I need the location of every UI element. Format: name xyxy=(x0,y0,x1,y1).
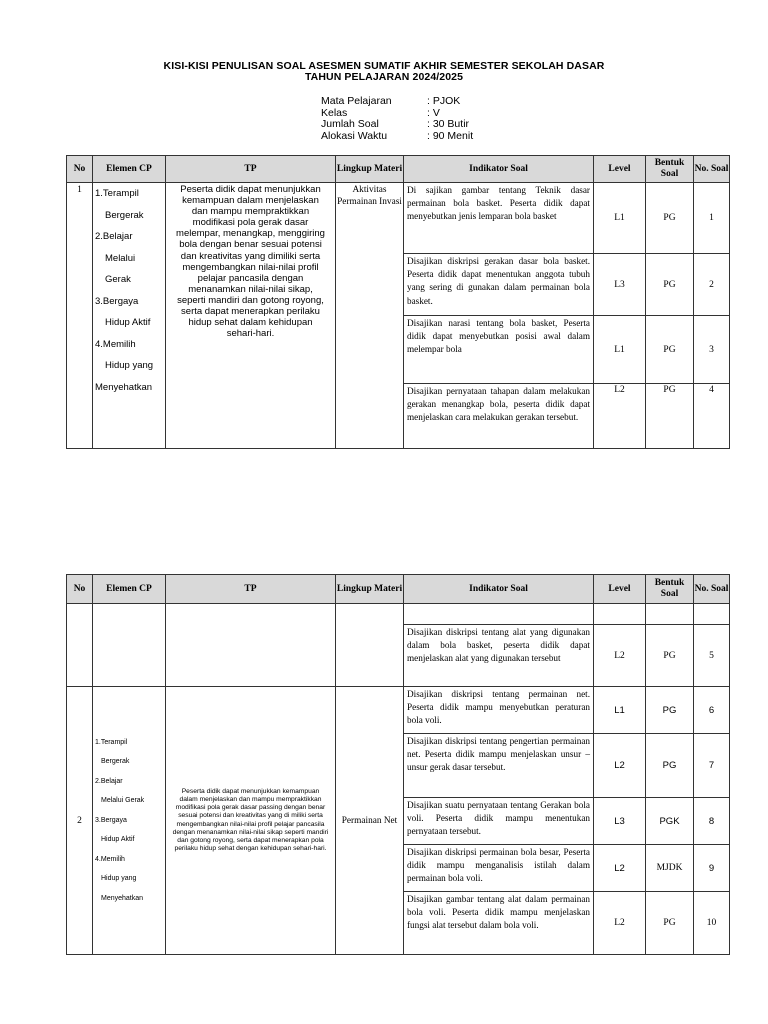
elemen-item: Menyehatkan xyxy=(101,894,144,902)
empty-cell xyxy=(67,604,93,687)
nosoal-cell: 5 xyxy=(694,625,730,687)
meta-row-question-count: Jumlah Soal : 30 Butir xyxy=(321,118,470,131)
elemen-item: Bergerak xyxy=(101,758,130,766)
col-header-level: Level xyxy=(594,575,646,604)
indikator-cell: Di sajikan gambar tentang Teknik dasar permainan bola basket. Peserta didik dapat menyebutkan jenis lemparan bola basket xyxy=(404,183,594,254)
empty-cell xyxy=(594,604,646,625)
col-header-lingkup: Lingkup Materi xyxy=(336,156,404,183)
elemen-item: 1.Terampil xyxy=(95,188,139,199)
col-header-lingkup: Lingkup Materi xyxy=(336,575,404,604)
bentuk-cell: MJDK xyxy=(646,845,694,892)
indikator-cell: Disajikan suatu pernyataan tentang Gerakan bola voli. Peserta didik mampu menentukan pernyataan tersebut. xyxy=(404,798,594,845)
bentuk-cell: PG xyxy=(646,734,694,798)
table-header-row xyxy=(67,575,730,604)
elemen-item: Melalui xyxy=(105,252,136,264)
level-cell: L2 xyxy=(594,734,646,798)
elemen-item: Hidup Aktif xyxy=(101,836,135,844)
elemen-item: Hidup Aktif xyxy=(105,317,151,328)
nosoal-cell: 10 xyxy=(694,892,730,955)
elemen-item: Hidup yang xyxy=(101,875,137,883)
indikator-cell: Disajikan diskripsi permainan bola besar, Peserta didik mampu menganalisis istilah dalam permainan bola voli. xyxy=(404,845,594,892)
indikator-cell: Disajikan pernyataan tahapan dalam melakukan gerakan menangkap bola, peserta didik dapat menjelaskan cara melakukan gerakan tersebut. xyxy=(404,384,594,449)
elemen-item: Bergerak xyxy=(105,209,144,221)
nosoal-cell: 6 xyxy=(694,687,730,734)
nosoal-cell: 7 xyxy=(694,734,730,798)
indikator-cell: Disajikan narasi tentang bola basket, Peserta didik dapat menyebutkan posisi awal dalam melempar bola xyxy=(404,316,594,384)
table-row-empty xyxy=(67,604,730,625)
indikator-cell: Disajikan diskripsi tentang permainan net. Peserta didik mampu menyebutkan peraturan bola voli. xyxy=(404,687,594,734)
nosoal-cell: 4 xyxy=(694,384,730,449)
meta-row-time: Alokasi Waktu : 90 Menit xyxy=(321,129,474,142)
level-cell: L2 xyxy=(594,625,646,687)
level-cell: L1 xyxy=(594,183,646,254)
col-header-no: No xyxy=(67,575,93,604)
empty-cell xyxy=(404,604,594,625)
col-header-tp: TP xyxy=(166,156,336,183)
level-cell: L3 xyxy=(594,798,646,845)
empty-cell xyxy=(166,604,336,687)
elemen-item: 2.Belajar xyxy=(95,231,133,242)
elemen-item: 4.Memilih xyxy=(95,855,125,863)
lingkup-materi: Permainan Net xyxy=(336,687,404,955)
empty-cell xyxy=(336,604,404,687)
level-cell: L1 xyxy=(594,687,646,734)
nosoal-cell: 1 xyxy=(694,183,730,254)
bentuk-cell: PG xyxy=(646,687,694,734)
tp-text: Peserta didik dapat menunjukkan kemampuan dalam menjelaskan dan mampu mempraktikkan modifikasi pola gerak dasar passing dengan benar sesuai potensi dan kreativitas yang di miliki serta mengembangkan nilai-nilai profil pelajar pancasila dengan menanamkan nilai-nilai sikap seperti mandiri dan gotong royong, serta dapat menerapkan pola perilaku hidup sehat dengan kehidupan sehari-hari. xyxy=(166,687,336,955)
meta-block xyxy=(321,96,473,142)
nosoal-cell: 2 xyxy=(694,254,730,316)
level-cell: L3 xyxy=(594,254,646,316)
indikator-cell: Disajikan diskripsi tentang alat yang digunakan dalam bola basket, peserta didik dapat menjelaskan alat yang digunakan tersebut xyxy=(404,625,594,687)
document-title: KISI-KISI PENULISAN SOAL ASESMEN SUMATIF AKHIR SEMESTER SEKOLAH DASAR xyxy=(163,60,605,72)
grid-table-1 xyxy=(66,155,730,449)
elemen-cp-list xyxy=(93,687,166,955)
row-number: 1 xyxy=(67,183,93,449)
col-header-bentuk: Bentuk Soal xyxy=(646,156,694,183)
elemen-item: Menyehatkan xyxy=(95,381,153,393)
level-cell: L2 xyxy=(594,892,646,955)
indikator-cell: Disajikan diskripsi gerakan dasar bola basket. Peserta didik dapat menentukan anggota tubuh yang sering di gunakan dalam permainan bola basket. xyxy=(404,254,594,316)
meta-row-subject: Mata Pelajaran : PJOK xyxy=(321,95,461,107)
col-header-level: Level xyxy=(594,156,646,183)
level-cell: L2 xyxy=(594,845,646,892)
table-row xyxy=(67,183,730,254)
lingkup-materi: Aktivitas Permainan Invasi xyxy=(336,183,404,449)
elemen-item: 3.Bergaya xyxy=(95,295,139,307)
elemen-item: Gerak xyxy=(105,274,131,285)
empty-cell xyxy=(646,604,694,625)
level-cell: L2 xyxy=(594,384,646,449)
table-header-row xyxy=(67,156,730,183)
nosoal-cell: 3 xyxy=(694,316,730,384)
tp-text: Peserta didik dapat menunjukkan kemampuan dalam menjelaskan dan mampu mempraktikkan modifikasi pola gerak dasar melempar, menangkap, menggiring bola dengan benar sesuai potensi dan kreativitas yang dimiliki serta mengembangkan nilai-nilai profil pelajar pancasila dengan menanamkan nilai-nilai sikap, seperti mandiri dan gotong royong, serta dapat menerapkan perilaku hidup sehat dalam kehidupan sehari-hari. xyxy=(166,183,336,449)
elemen-item: Melalui Gerak xyxy=(101,797,145,805)
elemen-item: 2.Belajar xyxy=(95,777,123,785)
elemen-cp-list xyxy=(93,183,166,449)
meta-row-class: Kelas : V xyxy=(321,106,440,119)
bentuk-cell: PG xyxy=(646,384,694,449)
indikator-cell: Disajikan gambar tentang alat dalam permainan bola voli. Peserta didik mampu menjelaskan fungsi alat tersebut dalam bola voli. xyxy=(404,892,594,955)
indikator-cell: Disajikan diskripsi tentang pengertian permainan net. Peserta didik mampu menjelaskan unsur – unsur gerak dasar tersebut. xyxy=(404,734,594,798)
table-row xyxy=(67,687,730,734)
level-cell: L1 xyxy=(594,316,646,384)
document-subtitle: TAHUN PELAJARAN 2024/2025 xyxy=(304,71,464,83)
col-header-elemen: Elemen CP xyxy=(93,156,166,183)
bentuk-cell: PG xyxy=(646,254,694,316)
nosoal-cell: 8 xyxy=(694,798,730,845)
empty-cell xyxy=(93,604,166,687)
col-header-tp: TP xyxy=(166,575,336,604)
bentuk-cell: PGK xyxy=(646,798,694,845)
bentuk-cell: PG xyxy=(646,183,694,254)
elemen-item: 3.Bergaya xyxy=(95,816,127,824)
empty-cell xyxy=(694,604,730,625)
col-header-no: No xyxy=(67,156,93,183)
row-number: 2 xyxy=(67,687,93,955)
bentuk-cell: PG xyxy=(646,892,694,955)
elemen-item: Hidup yang xyxy=(105,360,154,371)
bentuk-cell: PG xyxy=(646,316,694,384)
col-header-nosoal: No. Soal xyxy=(694,156,730,183)
col-header-bentuk: Bentuk Soal xyxy=(646,575,694,604)
col-header-indikator: Indikator Soal xyxy=(404,156,594,183)
col-header-indikator: Indikator Soal xyxy=(404,575,594,604)
grid-table-2 xyxy=(66,574,730,955)
elemen-item: 1.Terampil xyxy=(95,738,128,746)
col-header-elemen: Elemen CP xyxy=(93,575,166,604)
elemen-item: 4.Memilih xyxy=(95,338,136,350)
bentuk-cell: PG xyxy=(646,625,694,687)
col-header-nosoal: No. Soal xyxy=(694,575,730,604)
nosoal-cell: 9 xyxy=(694,845,730,892)
